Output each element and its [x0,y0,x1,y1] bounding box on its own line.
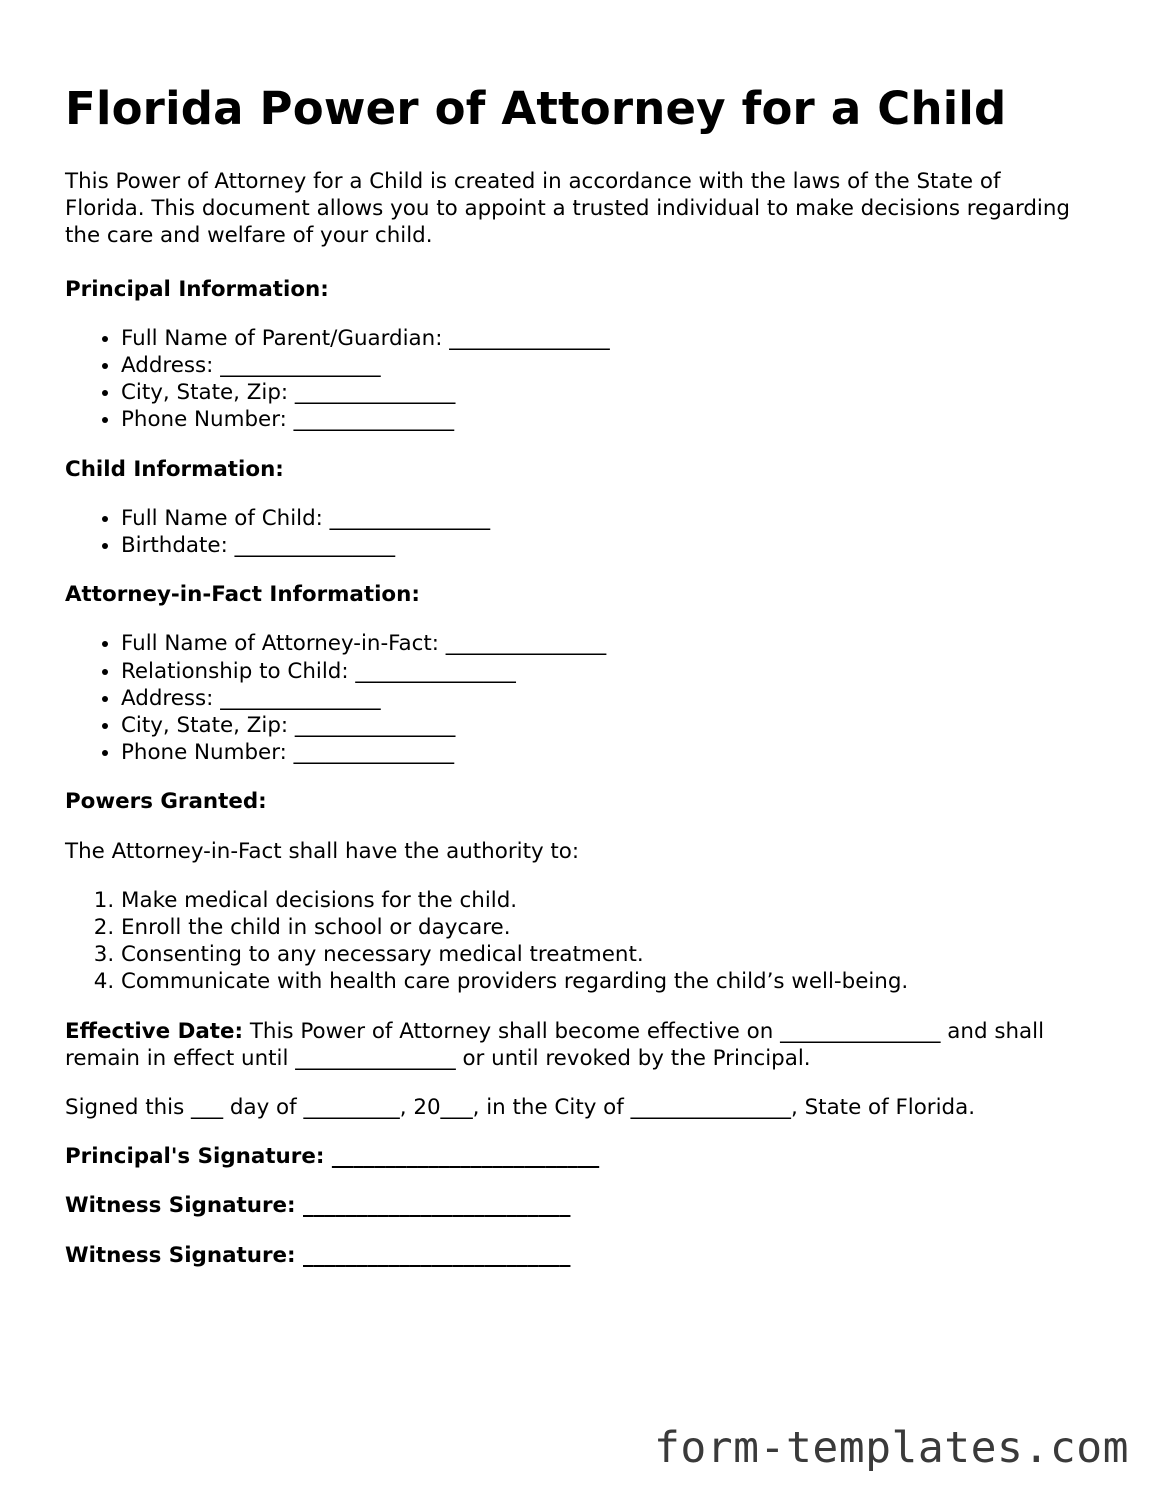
child-name-field: • Full Name of Child: _______________ [121,505,1085,532]
document-page [65,78,1085,1291]
witness-signature-line: Witness Signature: _________________________ [65,1193,571,1219]
intro-paragraph: This Power of Attorney for a Child is created in accordance with the laws of the State of Florida. This document allows you to appoint a trusted individual to make decisions regarding the care and welfare of your child. [65,169,1071,249]
attorney-relationship-field: • Relationship to Child: _______________ [121,658,1085,685]
attorney-list [65,630,1085,766]
powers-list [65,887,1085,996]
child-heading: Child Information: [65,456,284,482]
child-list [65,505,1085,559]
attorney-heading: Attorney-in-Fact Information: [65,582,420,608]
powers-lead: The Attorney-in-Fact shall have the authority to: [65,838,580,864]
principal-city-field: • City, State, Zip: _______________ [121,379,1085,406]
power-item: 2. Enroll the child in school or daycare. [121,914,1085,941]
attorney-city-field: • City, State, Zip: _______________ [121,712,1085,739]
attorney-name-field: • Full Name of Attorney-in-Fact: _______________ [121,630,1085,657]
effective-date-label: Effective Date: [65,1018,244,1044]
principal-list [65,325,1085,434]
attorney-address-field: • Address: _______________ [121,685,1085,712]
principal-heading: Principal Information: [65,276,329,302]
document-title: Florida Power of Attorney for a Child [65,82,1007,135]
principal-phone-field: • Phone Number: _______________ [121,406,1085,433]
principal-signature-line: Principal's Signature: _________________________ [65,1144,600,1170]
principal-name-field: • Full Name of Parent/Guardian: _______________ [121,325,1085,352]
attorney-phone-field: • Phone Number: _______________ [121,739,1085,766]
watermark-text: form-templates.com [654,1423,1129,1473]
effective-date-text: This Power of Attorney shall become effective on _______________ and shall remain in effect until _______________ or until revoked by the Principal. [65,1018,1045,1071]
signed-paragraph: Signed this ___ day of _________, 20___, in the City of _______________, State of Florida. [65,1095,976,1121]
power-item: 3. Consenting to any necessary medical treatment. [121,941,1085,968]
effective-date-paragraph [65,1018,1085,1072]
principal-address-field: • Address: _______________ [121,352,1085,379]
power-item: 4. Communicate with health care providers regarding the child’s well-being. [121,968,1085,995]
power-item: 1. Make medical decisions for the child. [121,887,1085,914]
powers-heading: Powers Granted: [65,789,267,815]
witness-signature-line: Witness Signature: _________________________ [65,1242,571,1268]
child-birthdate-field: • Birthdate: _______________ [121,532,1085,559]
